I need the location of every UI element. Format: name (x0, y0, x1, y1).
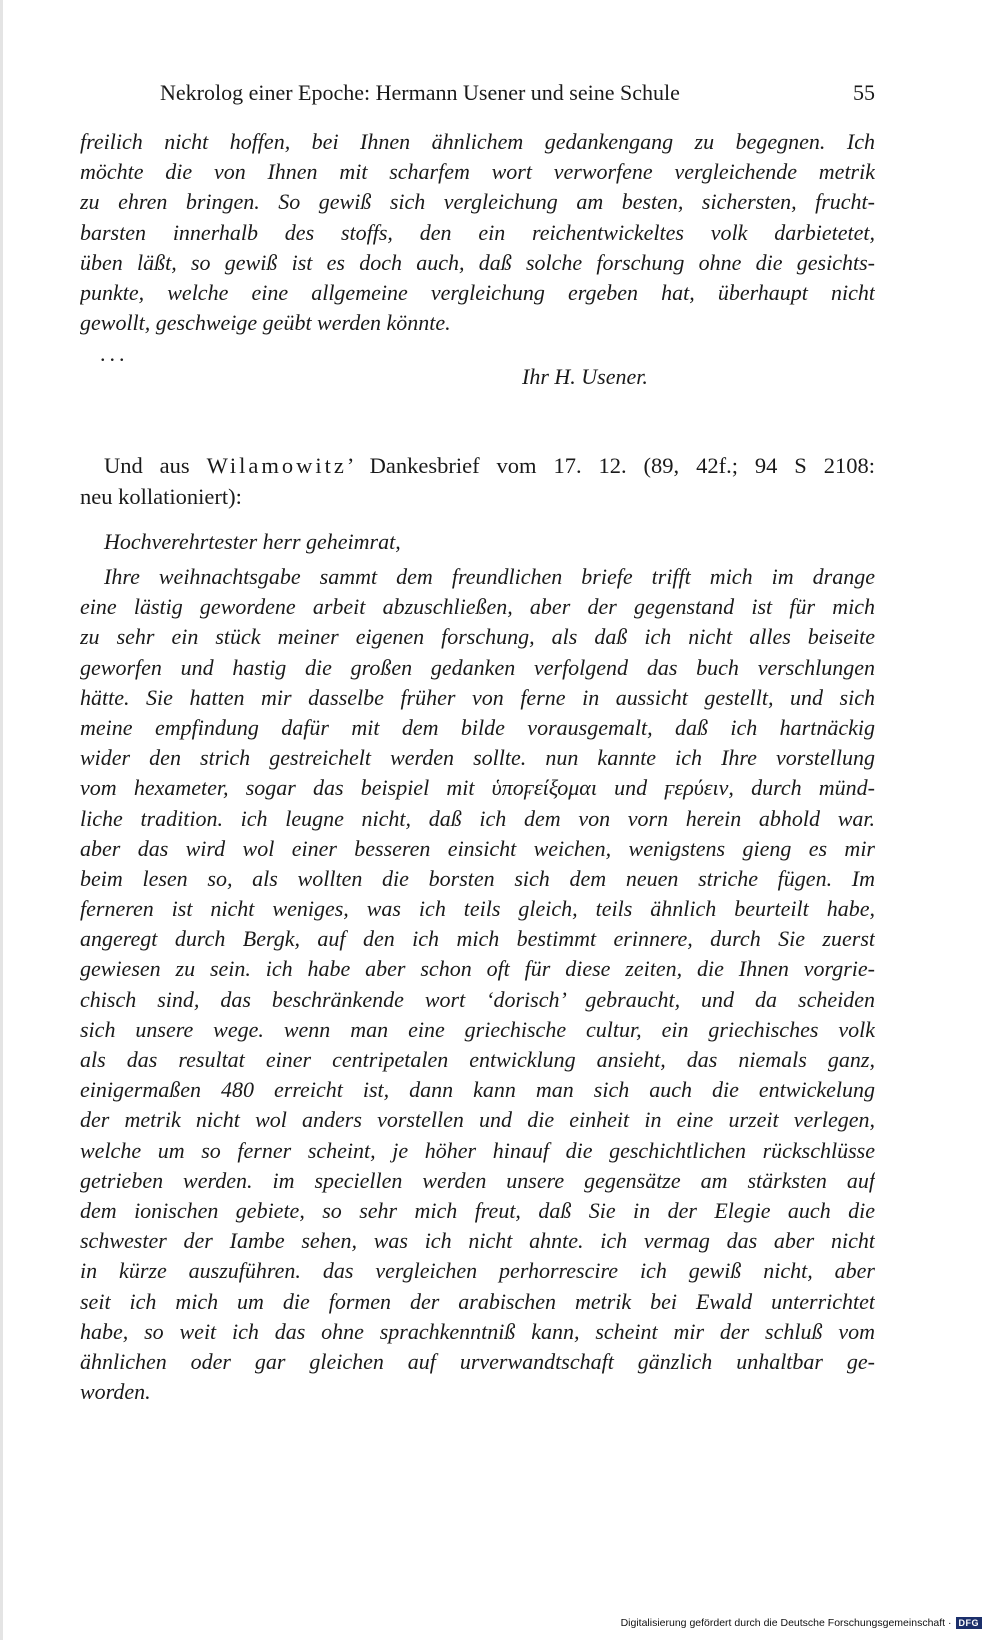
text-line: einigermaßen 480 erreicht ist, dann kann man sich auch die entwickelung (80, 1077, 875, 1103)
text-line: schwester der Iambe sehen, was ich nicht ahnte. ich vermag das aber nicht (80, 1228, 875, 1254)
page-edge (0, 0, 3, 1640)
text-line: üben läßt, so gewiß ist es doch auch, daß solche forschung ohne die gesichts- (80, 249, 875, 275)
text-line: wider den strich gestreichelt werden sollte. nun kannte ich Ihre vorstellung (80, 745, 875, 771)
text-line: dem ionischen gebiete, so sehr mich freut, daß Sie in der Elegie auch die (80, 1197, 875, 1223)
running-head (80, 78, 875, 108)
text-line: geworfen und hastig die großen gedanken verfolgend das buch verschlungen (80, 654, 875, 680)
text-line: eine lästig gewordene arbeit abzuschließen, aber der gegenstand ist für mich (80, 594, 875, 620)
text-line: gewollt, geschweige geübt werden könnte. (80, 310, 451, 336)
text-line: ähnlichen oder gar gleichen auf urverwandtschaft gänzlich unhaltbar ge- (80, 1348, 875, 1374)
intro-text: Und aus (104, 453, 207, 478)
text-line: beim lesen so, als wollten die borsten sich dem neuen striche fügen. Im (80, 865, 875, 891)
text-line: zu sehr ein stück meiner eigenen forschung, als daß ich nicht alles beiseite (80, 624, 875, 650)
intro-text: ’ Dankesbrief vom 17. 12. (89, 42f.; 94 S 2108: (346, 453, 875, 478)
text-line: aber das wird wol einer besseren einsicht weichen, wenigstens gieng es mir (80, 835, 875, 861)
salutation: Hochverehrtester herr geheimrat, (104, 529, 401, 554)
text-line: meine empfindung dafür mit dem bilde vorausgemalt, daß ich hartnäckig (80, 714, 875, 740)
text-line: seit ich mich um die formen der arabischen metrik bei Ewald unterrichtet (80, 1288, 875, 1314)
text-line: als das resultat einer centripetalen entwicklung ansieht, das niemals ganz, (80, 1047, 875, 1072)
text-line: liche tradition. ich leugne nicht, daß ich dem von vorn herein abhold war. (80, 805, 875, 831)
digitization-credit (621, 1616, 982, 1630)
text-line: worden. (80, 1379, 151, 1405)
dfg-logo-icon: DFG (956, 1617, 983, 1629)
text-line: welche um so ferner scheint, je höher hinauf die geschichtlichen rückschlüsse (80, 1137, 875, 1163)
text-line: angeregt durch Bergk, auf den ich mich bestimmt erinnere, durch Sie zuerst (80, 926, 875, 952)
text-line: freilich nicht hoffen, bei Ihnen ähnlichem gedankengang zu begegnen. Ich (80, 129, 875, 154)
text-line: chisch sind, das beschränkende wort ‘dorisch’ gebraucht, und da scheiden (80, 986, 875, 1012)
signature: Ihr H. Usener. (522, 364, 648, 389)
text-line: punkte, welche eine allgemeine vergleichung ergeben hat, überhaupt nicht (80, 279, 875, 305)
text-line: der metrik nicht wol anders vorstellen und die einheit in eine urzeit verlegen, (80, 1107, 875, 1133)
credit-text: Digitalisierung gefördert durch die Deutsche Forschungsgemeinschaft · (620, 1617, 952, 1629)
usener-letter (80, 127, 875, 338)
intro-line (80, 450, 875, 481)
page-number: 55 (853, 80, 875, 105)
text-line: ferneren ist nicht weniges, was ich teils gleich, teils ähnlich beurteilt habe, (80, 896, 875, 922)
wilamowitz-letter (80, 562, 875, 1407)
running-title: Nekrolog einer Epoche: Hermann Usener und seine Schule (160, 80, 680, 105)
text-line: Ihre weihnachtsgabe sammt dem freundlichen briefe trifft mich im drange (104, 564, 875, 589)
intro-line: neu kollationiert): (80, 484, 242, 509)
text-line: vom hexameter, sogar das beispiel mit ὑποϝείξομαι und ϝερύειν, durch münd- (80, 775, 875, 801)
text-line: zu ehren bringen. So gewiß sich vergleichung am besten, sichersten, frucht- (80, 189, 875, 215)
text-line: habe, so weit ich das ohne sprachkenntniß kann, scheint mir der schluß vom (80, 1318, 875, 1344)
text-line: in kürze auszuführen. das vergleichen perhorrescire ich gewiß nicht, aber (80, 1258, 875, 1284)
text-line: barsten innerhalb des stoffs, den ein reichentwickeltes volk darbietetet, (80, 219, 875, 245)
text-line: hätte. Sie hatten mir dasselbe früher von ferne in aussicht gestellt, und sich (80, 684, 875, 710)
text-line: getrieben werden. im speciellen werden unsere gegensätze am stärksten auf (80, 1167, 875, 1193)
text-line: gewiesen zu sein. ich habe aber schon oft für diese zeiten, die Ihnen vorgrie- (80, 956, 875, 982)
ellipsis: ... (100, 341, 129, 366)
text-line: sich unsere wege. wenn man eine griechische cultur, ein griechisches volk (80, 1016, 875, 1042)
wilamowitz-salutation-block (80, 527, 875, 557)
author-name: Wilamowitz (206, 453, 347, 478)
text-line: möchte die von Ihnen mit scharfem wort verworfene vergleichende metrik (80, 159, 875, 185)
intro-paragraph (80, 450, 875, 512)
